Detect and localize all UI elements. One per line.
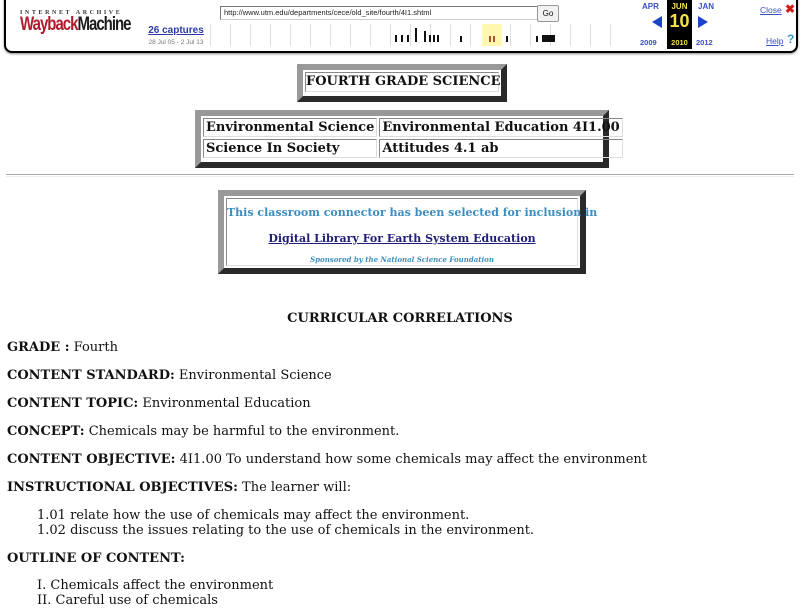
section-heading: CURRICULAR CORRELATIONS [287,311,513,326]
outline-heading-label: OUTLINE OF CONTENT: [7,551,185,566]
help-icon[interactable]: ? [787,32,795,46]
close-link[interactable]: Close [760,5,782,15]
table-cell: Environmental Education 4I1.00 [379,118,622,137]
captures-link[interactable]: 26 captures [148,25,204,36]
field-grade [7,340,118,356]
field-value: Environmental Education [138,396,311,411]
help-link[interactable]: Help [766,36,784,46]
wayback-logo[interactable] [20,10,131,35]
dlese-link[interactable]: Digital Library For Earth System Education [268,232,536,245]
current-capture-date [667,0,692,49]
prev-capture-arrow-icon[interactable] [652,16,662,28]
list-item: 1.02 discuss the issues relating to the use of chemicals in the environment. [37,523,535,538]
page-title: FOURTH GRADE SCIENCE [305,72,499,92]
field-value: Fourth [69,340,118,355]
wayback-toolbar [4,0,798,53]
close-icon[interactable]: ✖ [785,2,796,16]
logo-wayback: Wayback [20,12,78,35]
logo-internet-archive: INTERNET ARCHIVE [20,10,123,16]
table-cell: Science In Society [203,139,377,158]
next-year[interactable]: 2012 [696,38,713,47]
current-month: JUN [671,2,688,11]
horizontal-divider [6,174,794,177]
field-label: CONCEPT: [7,424,85,439]
field-label: INSTRUCTIONAL OBJECTIVES: [7,480,238,495]
field-value: 4I1.00 To understand how some chemicals may affect the environment [175,452,648,467]
field-content-topic [7,396,311,412]
go-button[interactable]: Go [537,5,559,22]
table-row [203,118,623,137]
field-content-standard [7,368,332,384]
page-title-box [297,64,507,102]
dlese-sponsor-text: Sponsored by the National Science Foundation [310,255,494,264]
table-cell: Attitudes 4.1 ab [379,139,622,158]
field-concept [7,424,399,440]
dlese-intro-text: This classroom connector has been selected for inclusion in [227,206,598,219]
field-value: Chemicals may be harmful to the environment. [84,424,400,439]
field-content-objective [7,452,647,468]
list-item: I. Chemicals affect the environment [37,578,274,593]
list-item: 1.01 relate how the use of chemicals may affect the environment. [37,508,470,523]
standards-table [195,110,620,168]
capture-timeline[interactable] [210,24,630,46]
prev-month[interactable]: APR [642,2,659,11]
field-label: CONTENT STANDARD: [7,368,175,383]
dlese-banner [218,190,598,274]
prev-year[interactable]: 2009 [640,38,657,47]
field-label: CONTENT OBJECTIVE: [7,452,176,467]
next-capture-arrow-icon[interactable] [698,16,708,28]
field-value: Environmental Science [174,368,332,383]
logo-machine: Machine [77,12,131,35]
list-item: II. Careful use of chemicals [37,593,218,608]
url-input[interactable]: http://www.utm.edu/departments/cece/old_site/fourth/4I1.shtml [220,6,541,20]
table-cell: Environmental Science [203,118,377,137]
field-instructional-objectives [7,480,351,496]
field-label: CONTENT TOPIC: [7,396,139,411]
outline-heading [7,551,185,567]
table-row [203,139,623,158]
field-label: GRADE : [7,340,70,355]
timeline-current-year-highlight [482,24,502,46]
captures-range: 28 Jul 05 - 2 Jul 13 [148,39,204,46]
current-day: 10 [669,11,690,31]
next-month[interactable]: JAN [698,2,715,11]
field-value: The learner will: [237,480,352,495]
current-year: 2010 [671,38,688,47]
